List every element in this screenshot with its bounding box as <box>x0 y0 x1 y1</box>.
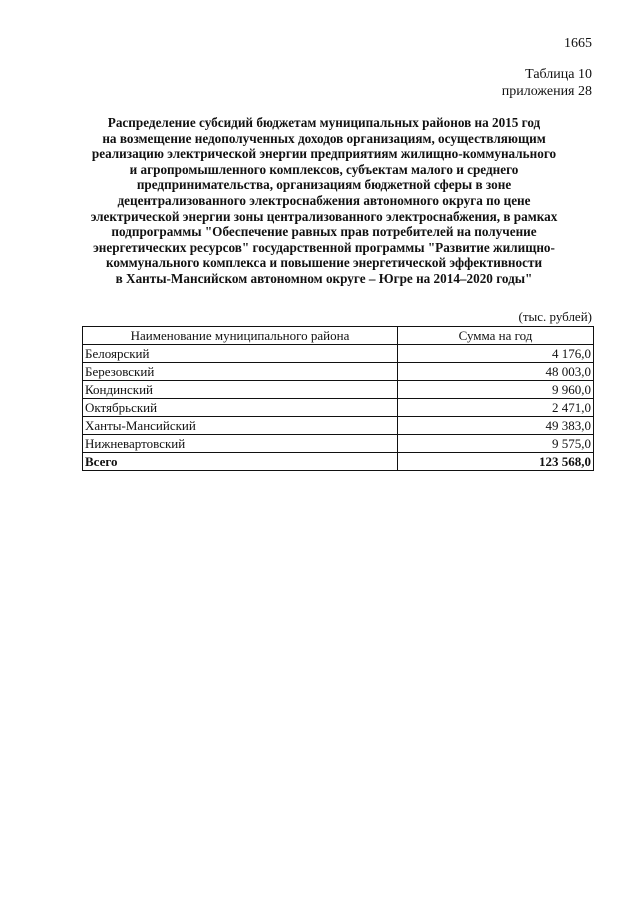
district-name-cell: Березовский <box>83 363 398 381</box>
amount-cell: 9 960,0 <box>398 381 594 399</box>
title-line: предпринимательства, организациям бюджетной сферы в зоне <box>136 177 512 193</box>
table-header-row <box>83 327 594 345</box>
amount-cell: 48 003,0 <box>398 363 594 381</box>
table-reference <box>502 66 592 100</box>
district-name-cell: Октябрьский <box>83 399 398 417</box>
total-amount-cell: 123 568,0 <box>398 453 594 471</box>
header-amount: Сумма на год <box>398 327 594 345</box>
title-line: энергетических ресурсов" государственной программы "Развитие жилищно- <box>93 239 555 255</box>
total-label-cell: Всего <box>83 453 398 471</box>
subsidy-table <box>82 326 594 471</box>
title-line: децентрализованного электроснабжения автономного округа по цене <box>117 192 531 208</box>
table-total-row <box>83 453 594 471</box>
table-row <box>83 435 594 453</box>
header-district-name: Наименование муниципального района <box>83 327 398 345</box>
district-name-cell: Нижневартовский <box>83 435 398 453</box>
amount-cell: 4 176,0 <box>398 345 594 363</box>
table-row <box>83 417 594 435</box>
page-number: 1665 <box>564 36 592 51</box>
table-row <box>83 381 594 399</box>
table-row <box>83 345 594 363</box>
district-name-cell: Белоярский <box>83 345 398 363</box>
table-row <box>83 363 594 381</box>
amount-cell: 49 383,0 <box>398 417 594 435</box>
appendix-number: приложения 28 <box>501 84 592 99</box>
units-label: (тыс. рублей) <box>518 309 592 324</box>
document-title <box>60 115 588 287</box>
title-line: на возмещение недополученных доходов организациям, осуществляющим <box>102 130 546 146</box>
title-line: коммунального комплекса и повышение энергетической эффективности <box>105 255 543 271</box>
title-line: подпрограммы "Обеспечение равных прав потребителей на получение <box>111 224 537 240</box>
district-name-cell: Ханты-Мансийский <box>83 417 398 435</box>
amount-cell: 9 575,0 <box>398 435 594 453</box>
title-line: в Ханты-Мансийском автономном округе – Югре на 2014–2020 годы" <box>115 270 533 286</box>
district-name-cell: Кондинский <box>83 381 398 399</box>
amount-cell: 2 471,0 <box>398 399 594 417</box>
title-line: реализацию электрической энергии предприятиям жилищно-коммунального <box>91 146 557 162</box>
title-line: электрической энергии зоны централизованного электроснабжения, в рамках <box>90 208 558 224</box>
table-row <box>83 399 594 417</box>
table-number: Таблица 10 <box>525 67 592 82</box>
title-line: Распределение субсидий бюджетам муниципальных районов на 2015 год <box>107 115 541 130</box>
title-line: и агропромышленного комплексов, субъектам малого и среднего <box>129 161 519 177</box>
